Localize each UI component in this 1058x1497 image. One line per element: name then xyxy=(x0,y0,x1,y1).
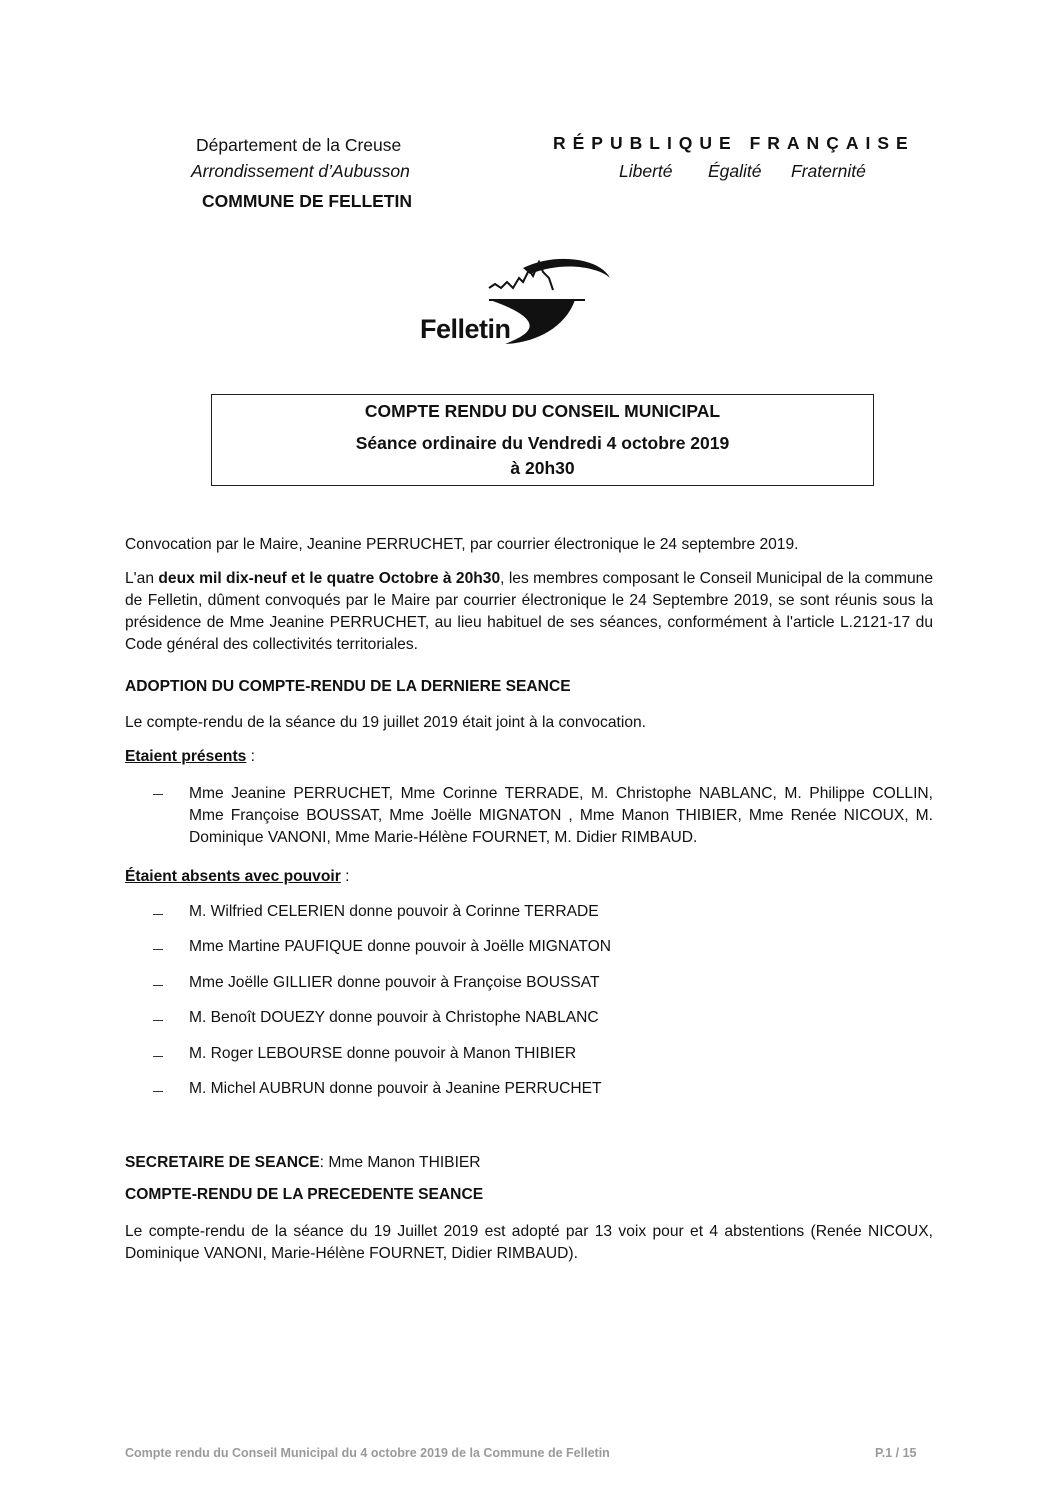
title-line-1: COMPTE RENDU DU CONSEIL MUNICIPAL xyxy=(364,401,721,421)
arrondissement: Arrondissement d’Aubusson xyxy=(191,161,410,181)
title-line-2: Séance ordinaire du Vendredi 4 octobre 2019 xyxy=(355,433,730,453)
absents-suffix: : xyxy=(340,868,350,885)
intro-paragraph xyxy=(125,568,933,656)
absent-item: M. Roger LEBOURSE donne pouvoir à Manon THIBIER xyxy=(189,1045,577,1062)
presents-suffix: : xyxy=(246,748,255,765)
absent-item: M. Michel AUBRUN donne pouvoir à Jeanine PERRUCHET xyxy=(189,1080,602,1097)
devise-liberte: Liberté xyxy=(619,161,673,181)
adoption-text: Le compte-rendu de la séance du 19 juillet 2019 était joint à la convocation. xyxy=(125,714,647,731)
footer-title: Compte rendu du Conseil Municipal du 4 octobre 2019 de la Commune de Felletin xyxy=(125,1446,610,1460)
presents-dash xyxy=(153,794,163,795)
absent-item: Mme Joëlle GILLIER donne pouvoir à Françoise BOUSSAT xyxy=(189,974,600,991)
commune-name: COMMUNE DE FELLETIN xyxy=(202,191,412,211)
title-box xyxy=(211,394,874,486)
absent-dash xyxy=(153,1056,163,1057)
absents-label: Étaient absents avec pouvoir xyxy=(125,868,341,885)
devise-egalite: Égalité xyxy=(708,161,762,181)
presents-heading xyxy=(125,746,255,768)
precedente-text: Le compte-rendu de la séance du 19 Juillet 2019 est adopté par 13 voix pour et 4 abstentions (Renée NICOUX, Dominique VANONI, Marie-Hélène FOURNET, Didier RIMBAUD). xyxy=(125,1223,933,1262)
logo-text: Felletin xyxy=(420,314,511,344)
departement: Département de la Creuse xyxy=(196,135,402,155)
absent-item: Mme Martine PAUFIQUE donne pouvoir à Joëlle MIGNATON xyxy=(189,938,612,955)
intro-rest: , les membres composant le Conseil Municipal de la commune de Felletin, dûment convoqués par le Maire par courrier électronique le 24 Septembre 2019, se sont réunis sous la présidence de Mme Jeanine PERRUCHET, au lieu habituel de ses séances, conformément à l'article L.2121-17 du Code général des collectivités territoriales. xyxy=(125,570,933,653)
convocation-text: Convocation par le Maire, Jeanine PERRUCHET, par courrier électronique le 24 septembre 2019. xyxy=(125,536,799,553)
title-line-3: à 20h30 xyxy=(510,458,575,478)
presents-label: Etaient présents xyxy=(125,748,247,765)
intro-date: deux mil dix-neuf et le quatre Octobre à 20h30 xyxy=(158,570,501,587)
presents-list: Mme Jeanine PERRUCHET, Mme Corinne TERRADE, M. Christophe NABLANC, M. Philippe COLLIN, Mme Françoise BOUSSAT, Mme Joëlle MIGNATON , Mme Manon THIBIER, Mme Renée NICOUX, M. Dominique VANONI, Mme Marie-Hélène FOURNET, M. Didier RIMBAUD. xyxy=(189,785,933,846)
devise-fraternite: Fraternité xyxy=(791,161,866,181)
absents-heading xyxy=(125,866,349,888)
adoption-heading: ADOPTION DU COMPTE-RENDU DE LA DERNIERE SEANCE xyxy=(125,678,571,695)
absent-dash xyxy=(153,914,163,915)
precedente-heading: COMPTE-RENDU DE LA PRECEDENTE SEANCE xyxy=(125,1186,484,1203)
absent-item: M. Benoît DOUEZY donne pouvoir à Christophe NABLANC xyxy=(189,1009,599,1026)
secretaire-label: SECRETAIRE DE SEANCE xyxy=(125,1154,320,1171)
secretaire-line xyxy=(125,1152,481,1174)
page-number: P.1 / 15 xyxy=(875,1446,917,1460)
intro-prefix: L'an xyxy=(125,570,159,587)
absent-dash xyxy=(153,1091,163,1092)
absent-dash xyxy=(153,949,163,950)
republique-francaise: RÉPUBLIQUE FRANÇAISE xyxy=(553,133,915,153)
absent-dash xyxy=(153,1020,163,1021)
secretaire-value: : Mme Manon THIBIER xyxy=(319,1154,481,1171)
absent-dash xyxy=(153,985,163,986)
felletin-logo xyxy=(415,248,625,358)
absent-item: M. Wilfried CELERIEN donne pouvoir à Corinne TERRADE xyxy=(189,903,599,920)
